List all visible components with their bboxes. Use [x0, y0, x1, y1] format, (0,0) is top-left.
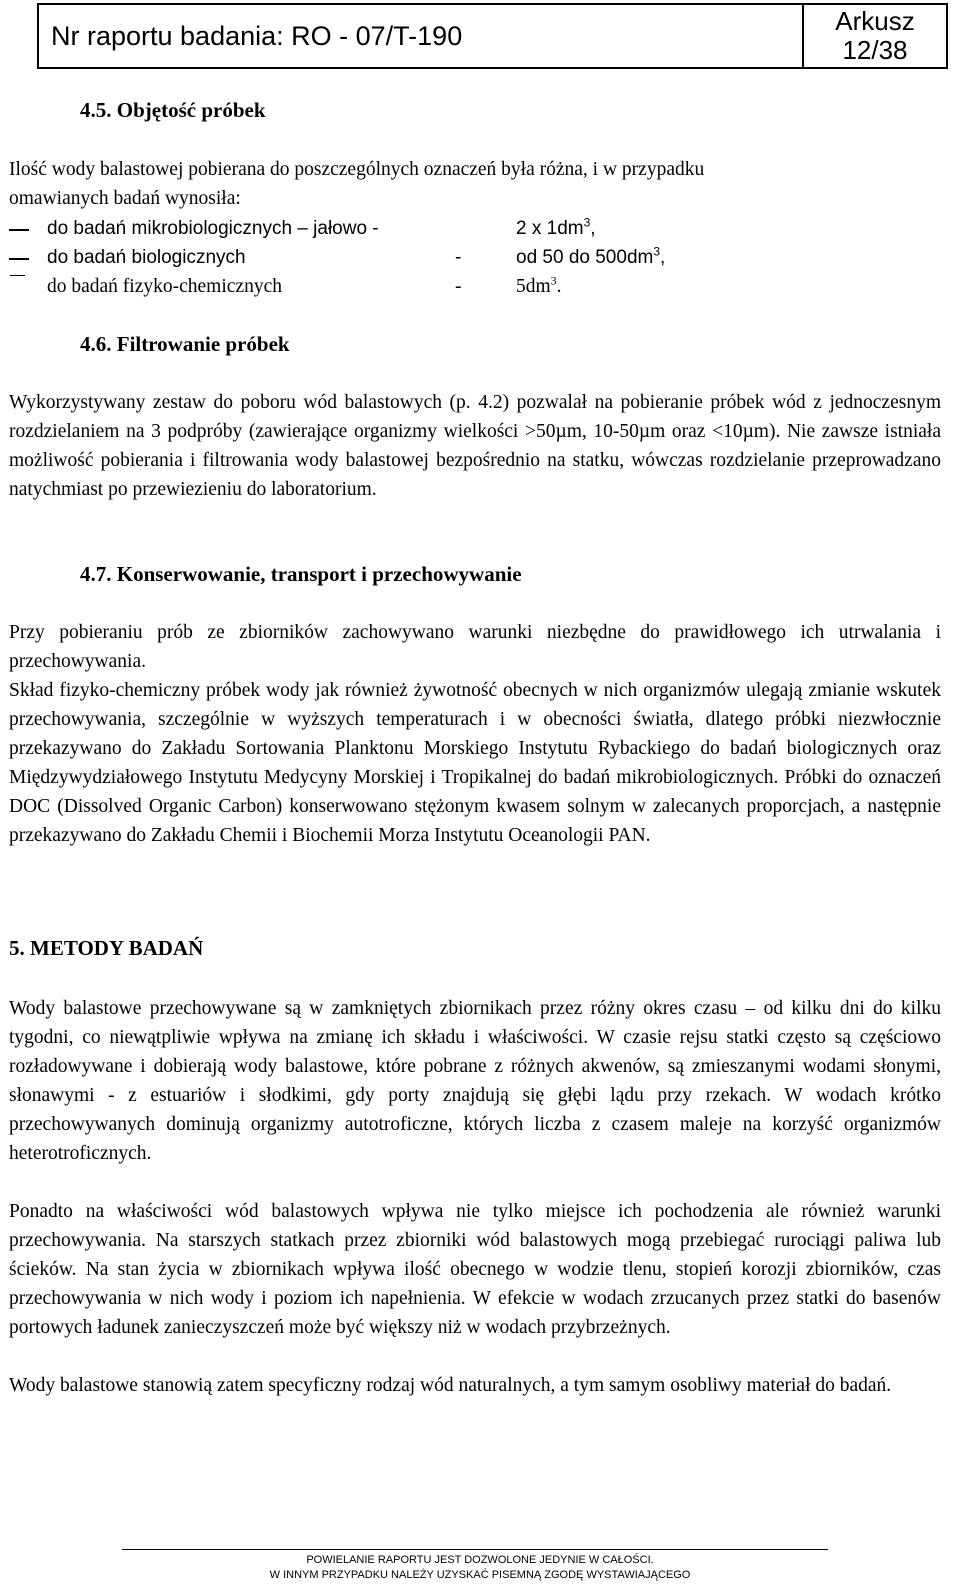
footer-line-1: POWIELANIE RAPORTU JEST DOZWOLONE JEDYNIE W CAŁOŚCI.	[306, 1554, 654, 1566]
list-dash	[9, 229, 29, 231]
list-item-separator: -	[455, 247, 462, 268]
list-item-label: do badań mikrobiologicznych – jałowo -	[47, 218, 379, 239]
sheet-info	[804, 5, 946, 67]
paragraph-filtering: Wykorzystywany zestaw do poboru wód balastowych (p. 4.2) pozwalał na pobieranie próbek wód z jednoczesnym rozdzielaniem na 3 podpróby (zawierające organizmy wielkości >50µm, 10-50µm oraz <10µm). Nie zawsze istniała możliwość pobierania i filtrowania wody balastowej bezpośrednio na statku, wówczas rozdzielanie przeprowadzano natychmiast po przewiezieniu do laboratorium.	[9, 392, 941, 500]
sheet-label: Arkusz	[835, 6, 915, 36]
heading-4-6: 4.6. Filtrowanie próbek	[80, 332, 290, 356]
paragraph-preservation-2: Skład fizyko-chemiczny próbek wody jak również żywotność obecnych w nich organizmów ulegają zmianie wskutek przechowywania, szczególnie w wyższych temperaturach i w obecności światła, dlatego próbki niezwłocznie przekazywano do Zakładu Sortowania Planktonu Morskiego Instytutu Rybackiego do badań biologicznych oraz Międzywydziałowego Instytutu Medycyny Morskiej i Tropikalnej do badań mikrobiologicznych. Próbki do oznaczeń DOC (Dissolved Organic Carbon) konserwowano stężonym kwasem solnym w zalecanych proporcjach, a następnie przekazywano do Zakładu Chemii i Biochemii Morza Instytutu Oceanologii PAN.	[9, 680, 941, 846]
list-item-value: $5dm^3$.	[516, 273, 562, 297]
paragraph-preservation-1: Przy pobieraniu prób ze zbiorników zachowywano warunki niezbędne do prawidłowego ich utrwalania i przechowywania.	[9, 622, 941, 672]
list-item-value: od 50 do $500dm^3$,	[516, 244, 666, 268]
list-item-label: do badań biologicznych	[47, 247, 246, 268]
report-number: Nr raportu badania: RO - 07/T-190	[39, 5, 804, 67]
heading-5: 5. METODY BADAŃ	[9, 936, 204, 960]
list-item-separator: -	[455, 276, 462, 297]
list-dash	[10, 275, 25, 276]
list-dash	[9, 258, 29, 260]
paragraph-methods-2: Ponadto na właściwości wód balastowych wpływa nie tylko miejsce ich pochodzenia ale również warunki przechowywania. Na starszych statkach przez zbiorniki wód balastowych mogą przebiegać rurociągi paliwa lub ścieków. Na stan życia w zbiornikach wpływa ilość obecnego w wodzie tlenu, stopień korozji zbiorników, czas przechowywania w nich wody i poziom ich napełnienia. W efekcie w wodach zrzucanych przez statki do basenów portowych ładunek zanieczyszczeń może być większy niż w wodach przybrzeżnych.	[9, 1201, 941, 1338]
heading-4-7: 4.7. Konserwowanie, transport i przechowywanie	[80, 562, 522, 586]
sheet-number: 12/38	[842, 35, 908, 65]
report-header	[37, 3, 948, 69]
paragraph-methods-3: Wody balastowe stanowią zatem specyficzny rodzaj wód naturalnych, a tym samym osobliwy materiał do badań.	[9, 1375, 892, 1396]
intro-line-1: Ilość wody balastowej pobierana do poszczególnych oznaczeń była różna, i w przypadku	[9, 159, 705, 180]
list-item-label: do badań fizyko-chemicznych	[47, 276, 282, 297]
footer-line-2: W INNYM PRZYPADKU NALEŻY UZYSKAĆ PISEMNĄ ZGODĘ WYSTAWIAJĄCEGO	[269, 1569, 691, 1581]
paragraph-methods-1: Wody balastowe przechowywane są w zamkniętych zbiornikach przez różny okres czasu – od kilku dni do kilku tygodni, co niewątpliwie wpływa na zmianę ich składu i właściwości. W czasie rejsu statki często są częściowo rozładowywane i dobierają wody balastowe, które pobrane z różnych akwenów, są zmieszanymi wodami słonymi, słonawymi - z estuariów i słodkimi, gdy porty znajdują się głębi lądu przy rzekach. W wodach krótko przechowywanych dominują organizmy autotroficzne, których liczba z czasem maleje na korzyść organizmów heterotroficznych.	[9, 998, 941, 1164]
intro-line-2: omawianych badań wynosiła:	[9, 188, 241, 209]
footer-rule	[122, 1549, 828, 1550]
list-item-value: 2 x $1dm^3$,	[516, 215, 596, 239]
heading-4-5: 4.5. Objętość próbek	[80, 98, 266, 122]
